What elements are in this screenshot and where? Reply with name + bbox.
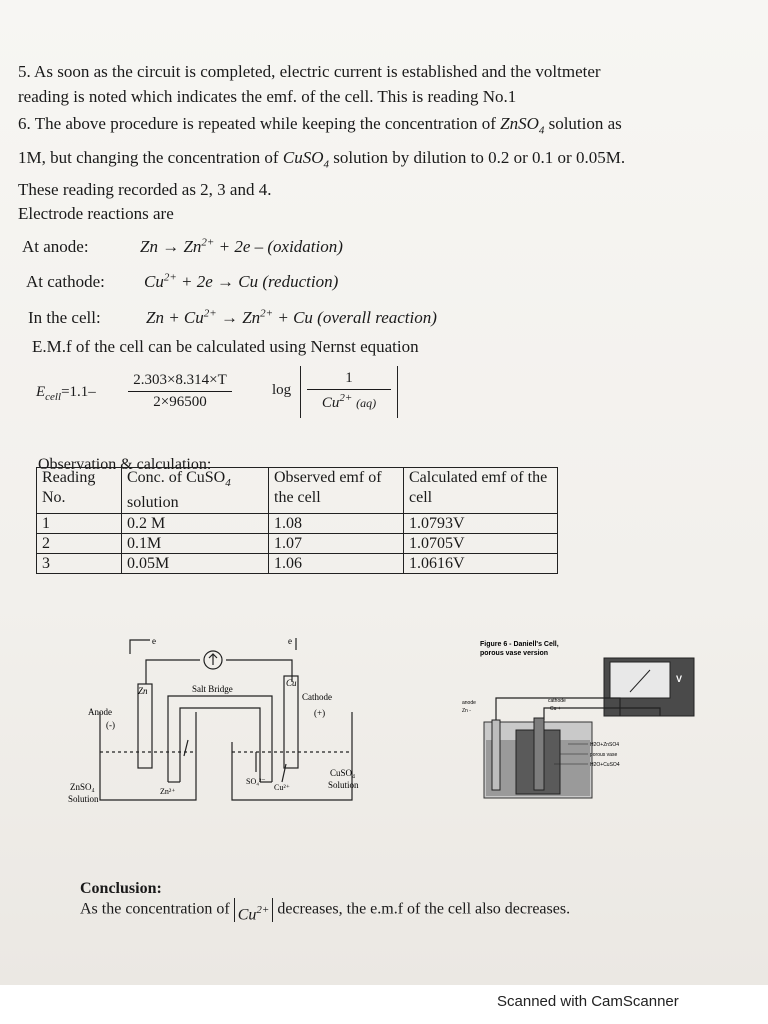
table-row: 2 0.1M 1.07 1.0705V: [37, 534, 558, 554]
znso4-solution-label: Solution: [68, 794, 99, 804]
fig-anode-label: anode: [462, 700, 476, 706]
reactions-heading: Electrode reactions are: [18, 204, 174, 223]
cuso4-formula: CuSO$_4$: [282, 148, 329, 171]
nernst-equation: [36, 362, 436, 422]
nernst-denominator: 2×96500: [153, 394, 207, 410]
table-row: 1 0.2 M 1.08 1.0793V: [37, 514, 558, 534]
fig-label-top: H2O+ZnSO4: [590, 742, 620, 748]
conclusion-title: Conclusion:: [80, 880, 162, 897]
cell-label: In the cell:: [28, 307, 101, 327]
electron-label-left: e: [152, 636, 156, 646]
znso4-formula: ZnSO$_4$: [500, 114, 545, 137]
anode-reaction: At anode: $Zn \to Zn^{2+} + 2e$ – (oxidation): [22, 236, 343, 256]
electron-label-right: e: [288, 636, 292, 646]
nernst-numerator: 2.303×8.314×T: [133, 372, 227, 388]
header-observed: Observed emf of the cell: [269, 468, 404, 514]
log-bracket: [300, 366, 398, 418]
log-symbol: log: [272, 382, 292, 398]
fig-label-mid: porous vase: [590, 752, 618, 758]
cuso4-solution-label: Solution: [328, 780, 359, 790]
figure-caption-line-2: porous vase version: [480, 650, 549, 657]
zn-ion-label: Zn²⁺: [160, 787, 176, 796]
inner-numerator: 1: [345, 370, 353, 386]
cathode-label: Cathode: [302, 692, 332, 702]
paragraph-6-line-3: These reading recorded as 2, 3 and 4.: [18, 180, 272, 199]
fig-label-bot: H2O+CuSO4: [590, 762, 620, 768]
paragraph-5-line-1: 5. As soon as the circuit is completed, electric current is established and the voltmeter: [18, 62, 601, 81]
p6-line2-tail: solution by dilution to 0.2 or 0.1 or 0.05M.: [328, 148, 626, 167]
so4-ion-label: SO₄²⁻: [246, 777, 266, 786]
cu-ion-label: Cu²⁺: [274, 783, 290, 792]
figure-caption-line-1: Figure 6 - Daniell's Cell,: [480, 641, 559, 648]
cu-electrode-label: Cu: [286, 678, 297, 688]
daniell-cell-sketch: [60, 632, 400, 812]
table-header-row: [37, 468, 558, 514]
footer-bar: [0, 985, 768, 1024]
cathode-reaction: At cathode: $Cu^{2+} + 2e \to Cu$ (reduction): [26, 271, 339, 291]
cell-reaction: In the cell: $Zn + Cu^{2+} \to Zn^{2+} + Cu$ (overall reaction): [28, 307, 437, 327]
znso4-label: ZnSO₄: [70, 782, 95, 792]
header-calculated: Calculated emf of the cell: [404, 468, 558, 514]
camscanner-watermark: Scanned with CamScanner: [497, 993, 679, 1010]
cathode-sign: (+): [314, 708, 326, 718]
fig-cathode-sub: Cu +: [550, 706, 561, 712]
figure-6-daniell-cell: [460, 636, 700, 806]
paragraph-6-line-1: [18, 114, 622, 136]
paragraph-6-line-2: [18, 148, 625, 170]
observation-title: Observation & calculation:: [38, 456, 212, 473]
anode-label: At anode:: [22, 236, 89, 256]
header-conc: Conc. of CuSO$_4$ solution: [122, 468, 269, 514]
nernst-fraction: [128, 372, 232, 411]
cathode-label: At cathode:: [26, 271, 105, 291]
observation-table: [36, 467, 558, 574]
paragraph-5-line-2: reading is noted which indicates the emf. of the cell. This is reading No.1: [18, 87, 517, 106]
cu-ion-concentration: $Cu^{2+}$: [234, 898, 274, 922]
e-cell-symbol: $E_{cell}=1.1-$: [36, 384, 96, 403]
fig-anode-sub: Zn -: [462, 708, 471, 714]
fig-cathode-label: cathode: [548, 698, 566, 704]
inner-denominator: $Cu^{2+}$ (aq): [321, 392, 377, 411]
voltmeter-letter: V: [676, 674, 683, 684]
p6-text-tail: solution as: [544, 114, 622, 133]
salt-bridge-label: Salt Bridge: [192, 684, 233, 694]
anode-label: Anode: [88, 707, 112, 717]
cuso4-label: CuSO₄: [330, 768, 356, 778]
anode-sign: (-): [106, 720, 115, 730]
nernst-intro: E.M.f of the cell can be calculated using Nernst equation: [32, 337, 419, 356]
zn-electrode-label: Zn: [138, 686, 148, 696]
table-row: 3 0.05M 1.06 1.0616V: [37, 554, 558, 574]
header-reading: Reading No.: [37, 468, 122, 514]
conclusion-text: As the concentration of $Cu^{2+}$ decreases, the e.m.f of the cell also decreases.: [80, 898, 570, 922]
p6-line2-text: 1M, but changing the concentration of: [18, 148, 283, 167]
p6-text: 6. The above procedure is repeated while keeping the concentration of: [18, 114, 501, 133]
